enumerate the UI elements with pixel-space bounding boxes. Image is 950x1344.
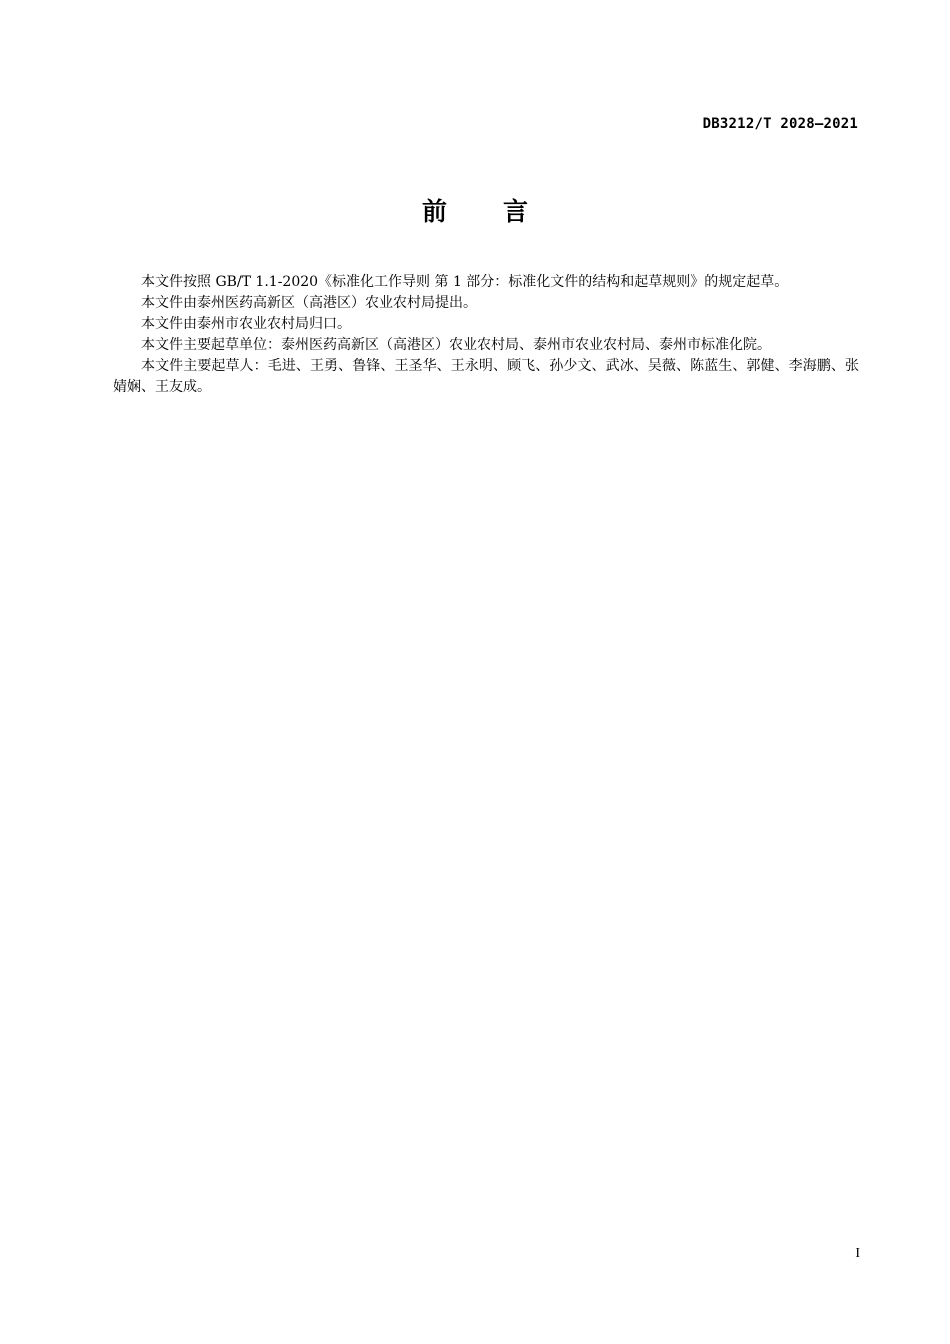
page-title xyxy=(0,192,950,232)
paragraph-drafters: 本文件主要起草人：毛进、王勇、鲁锋、王圣华、王永明、顾飞、孙少文、武冰、吴薇、陈蓝生、郭健、李海鹏、张婧娴、王友成。 xyxy=(113,358,859,395)
paragraph-centralized-unit: 本文件由泰州市农业农村局归口。 xyxy=(141,316,351,332)
document-code: DB3212/T 2028—2021 xyxy=(702,116,858,132)
paragraph-drafting-rules: 本文件按照 GB/T 1.1-2020《标准化工作导则 第 1 部分：标准化文件的结构和起草规则》的规定起草。 xyxy=(141,274,789,290)
title-char-2: 言 xyxy=(503,197,529,226)
title-char-1: 前 xyxy=(421,197,447,226)
foreword-body xyxy=(113,272,859,398)
paragraph-proposer: 本文件由泰州医药高新区（高港区）农业农村局提出。 xyxy=(141,295,477,311)
page-number: I xyxy=(855,1246,860,1261)
paragraph-drafting-units: 本文件主要起草单位：泰州医药高新区（高港区）农业农村局、泰州市农业农村局、泰州市标准化院。 xyxy=(141,337,771,353)
